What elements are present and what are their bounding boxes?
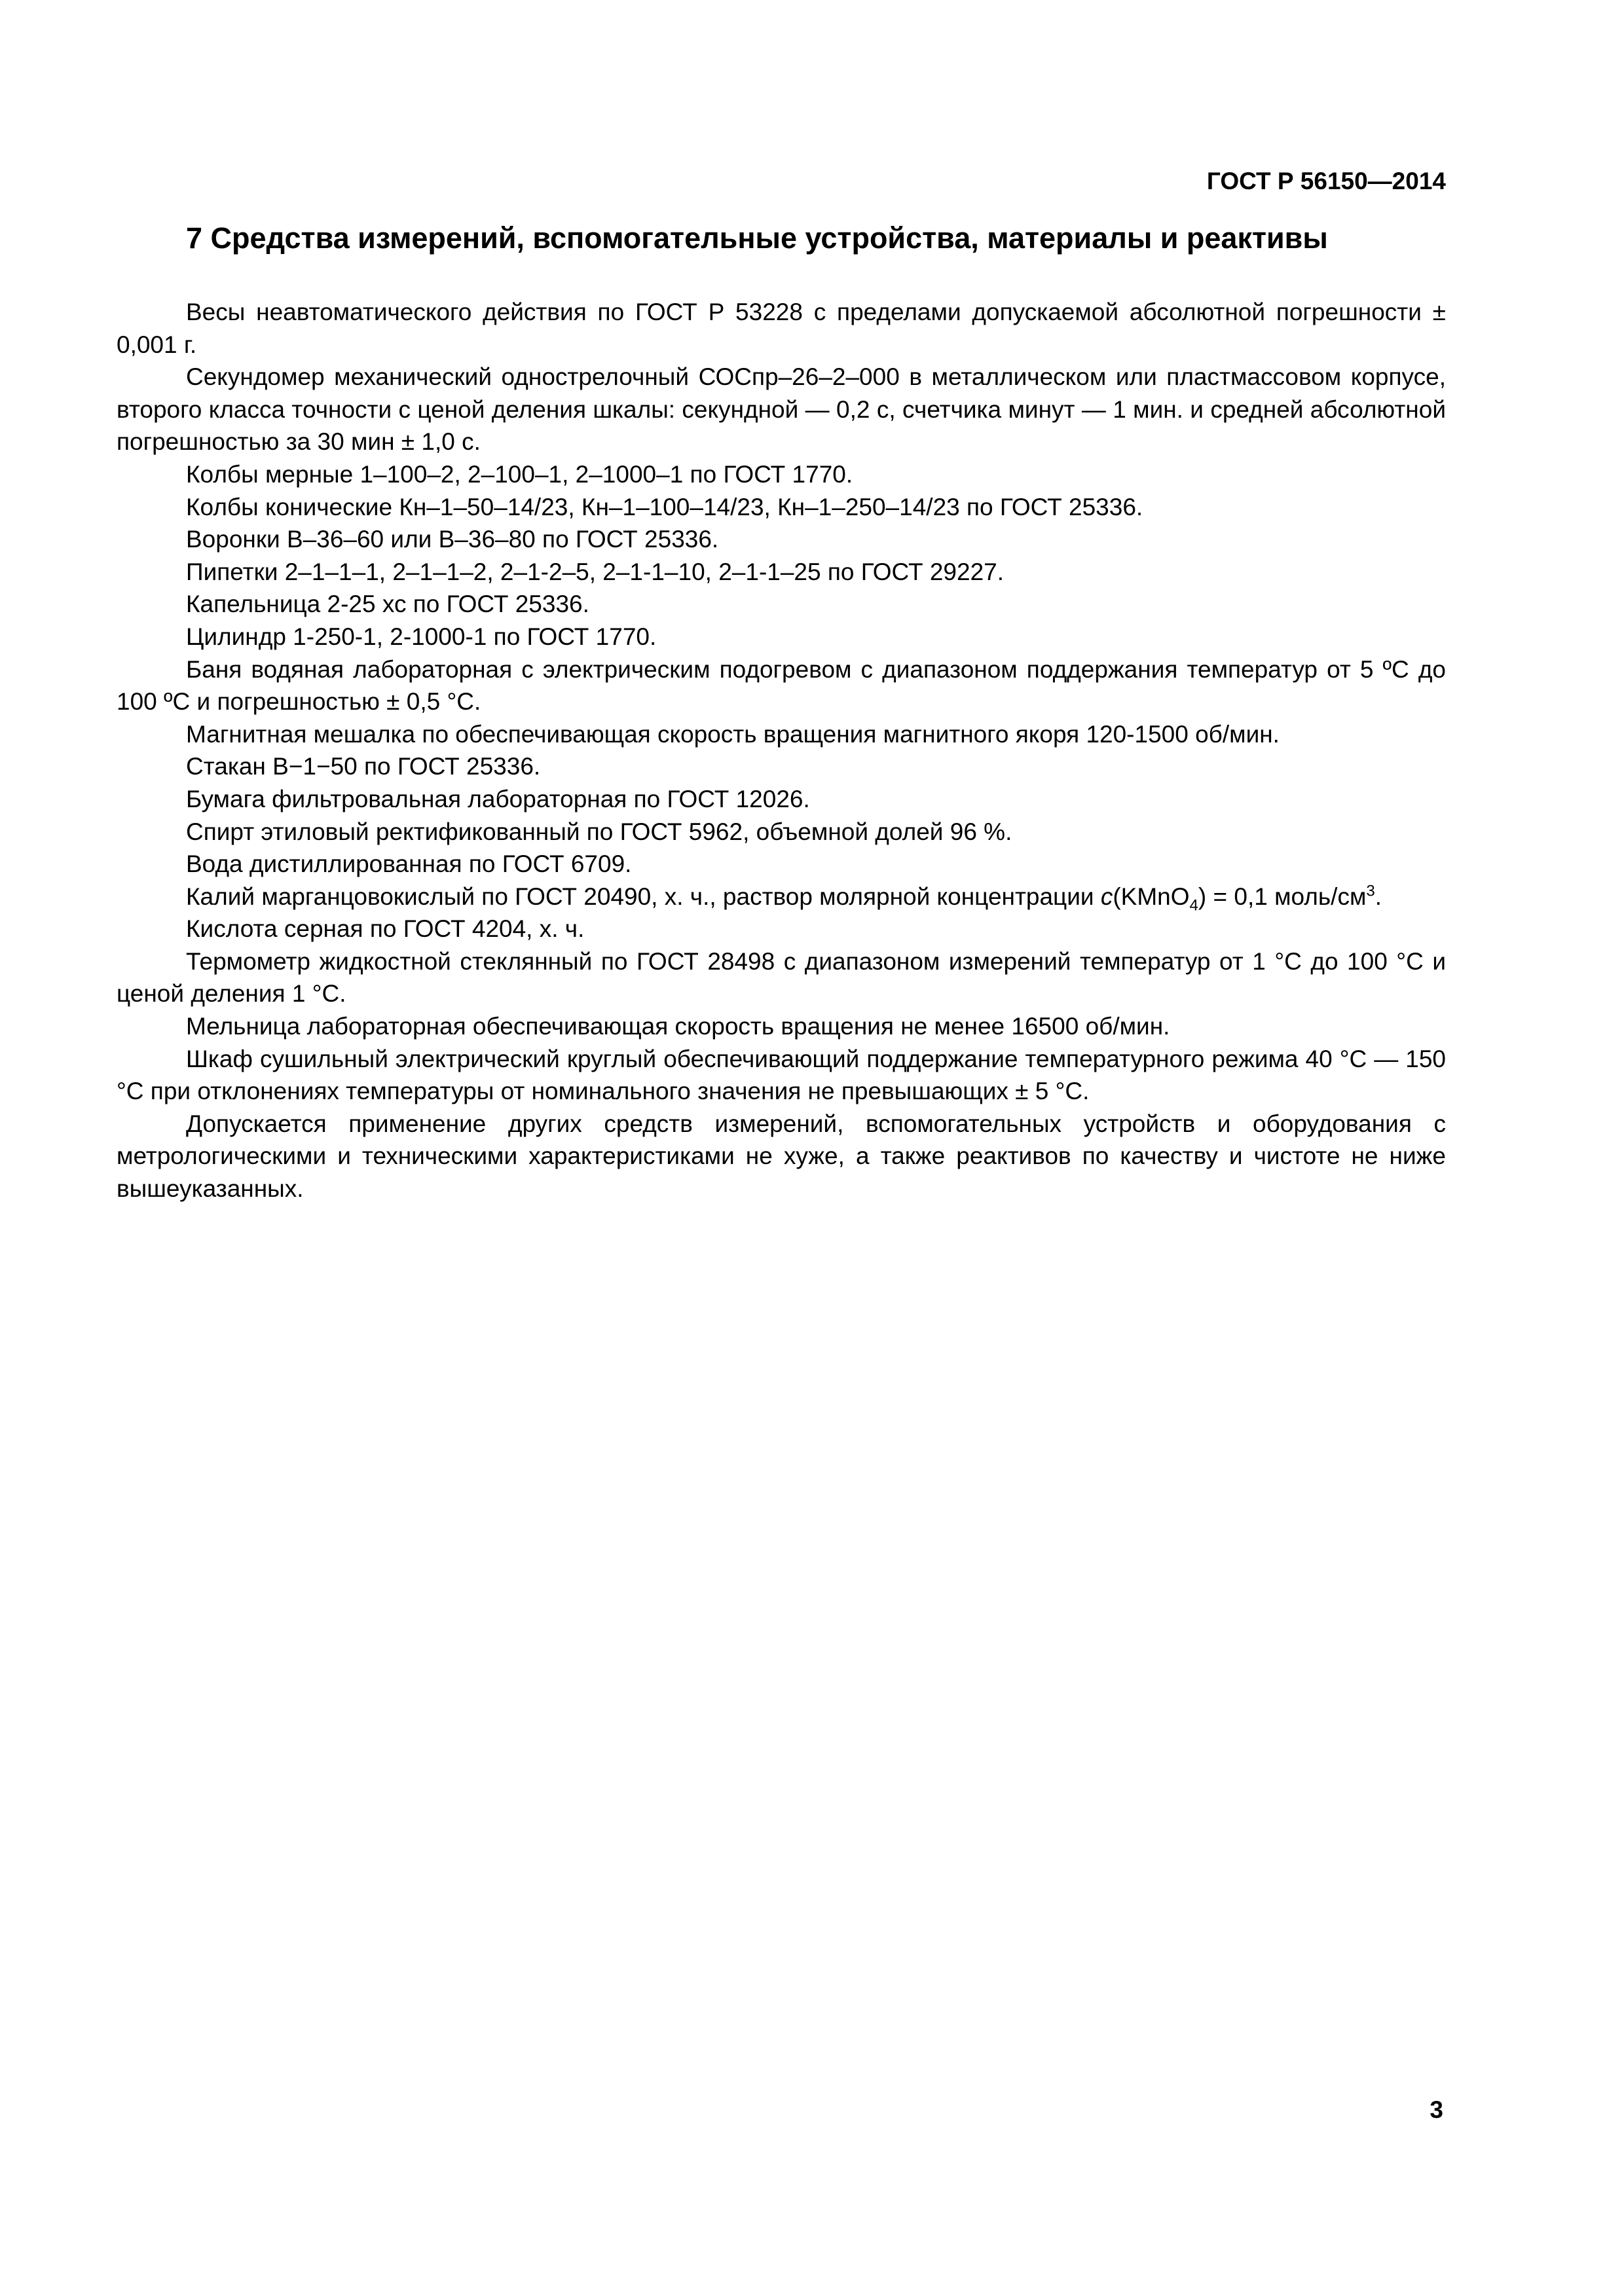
paragraph-ethanol: Спирт этиловый ректификованный по ГОСТ 5962, объемной долей 96 %. [186,818,1012,845]
paragraph-distilled-water: Вода дистиллированная по ГОСТ 6709. [186,850,632,878]
paragraph-filter-paper: Бумага фильтровальная лабораторная по ГОСТ 12026. [186,785,810,812]
paragraph-potassium-permanganate [117,881,1446,913]
paragraph-funnels: Воронки В–36–60 или В–36–80 по ГОСТ 25336. [186,526,719,553]
section-body [117,296,1446,1205]
concentration-symbol: c [1100,883,1113,910]
unit-superscript: 3 [1366,882,1375,900]
formula-subscript: 4 [1189,896,1198,915]
paragraph-drying-cabinet: Шкаф сушильный электрический круглый обеспечивающий поддержание температурного режима 40 °С — 150 °С при отклонениях температуры от номинального значения не превышающих ± 5 °С. [117,1045,1446,1105]
paragraph-sulfuric-acid: Кислота серная по ГОСТ 4204, х. ч. [186,915,585,943]
paragraph-thermometer: Термометр жидкостной стеклянный по ГОСТ 28498 с диапазоном измерений температур от 1 °С до 100 °С и ценой деления 1 °С. [117,947,1446,1008]
concentration-value: ) = 0,1 моль/см [1198,883,1367,910]
paragraph-cylinder: Цилиндр 1-250-1, 2-1000-1 по ГОСТ 1770. [186,623,657,650]
page-number: 3 [1430,2096,1443,2123]
paragraph-mill: Мельница лабораторная обеспечивающая скорость вращения не менее 16500 об/мин. [186,1013,1170,1040]
section-heading: 7 Средства измерений, вспомогательные устройства, материалы и реактивы [186,221,1328,255]
paragraph-volumetric-flasks: Колбы мерные 1–100–2, 2–100–1, 2–1000–1 по ГОСТ 1770. [186,460,853,488]
paragraph-pipettes: Пипетки 2–1–1–1, 2–1–1–2, 2–1-2–5, 2–1-1–10, 2–1-1–25 по ГОСТ 29227. [186,558,1005,585]
paragraph-stopwatch: Секундомер механический однострелочный СОСпр–26–2–000 в металлическом или пластмассовом корпусе, второго класса точности с ценой деления шкалы: секундной — 0,2 с, счетчика минут — 1 мин. и средней абсолютной погрешностью за 30 мин ± 1,0 с. [117,363,1446,456]
paragraph-magnetic-stirrer: Магнитная мешалка по обеспечивающая скорость вращения магнитного якоря 120-1500 об/мин. [186,720,1280,748]
paragraph-beaker: Стакан В−1−50 по ГОСТ 25336. [186,753,541,780]
paragraph-water-bath: Баня водяная лабораторная с электрическим подогревом с диапазоном поддержания температур от 5 ºС до 100 ºС и погрешностью ± 0,5 °С. [117,655,1446,716]
document-code: ГОСТ Р 56150—2014 [1206,168,1446,194]
paragraph-conical-flasks: Колбы конические Кн–1–50–14/23, Кн–1–100–14/23, Кн–1–250–14/23 по ГОСТ 25336. [186,493,1143,520]
paragraph-dropper: Капельница 2-25 хс по ГОСТ 25336. [186,591,589,618]
formula-text: (KMnO [1113,883,1190,910]
paragraph-alternatives-note: Допускается применение других средств измерений, вспомогательных устройств и оборудования с метрологическими и техническими характеристиками не хуже, а также реактивов по качеству и чистоте не ниже вышеуказанных. [117,1110,1446,1203]
paragraph-scales: Весы неавтоматического действия по ГОСТ Р 53228 с пределами допускаемой абсолютной погрешности ± 0,001 г. [117,299,1446,358]
sentence-end: . [1375,883,1382,910]
permanganate-text: Калий марганцовокислый по ГОСТ 20490, х. ч., раствор молярной концентрации [186,883,1101,910]
